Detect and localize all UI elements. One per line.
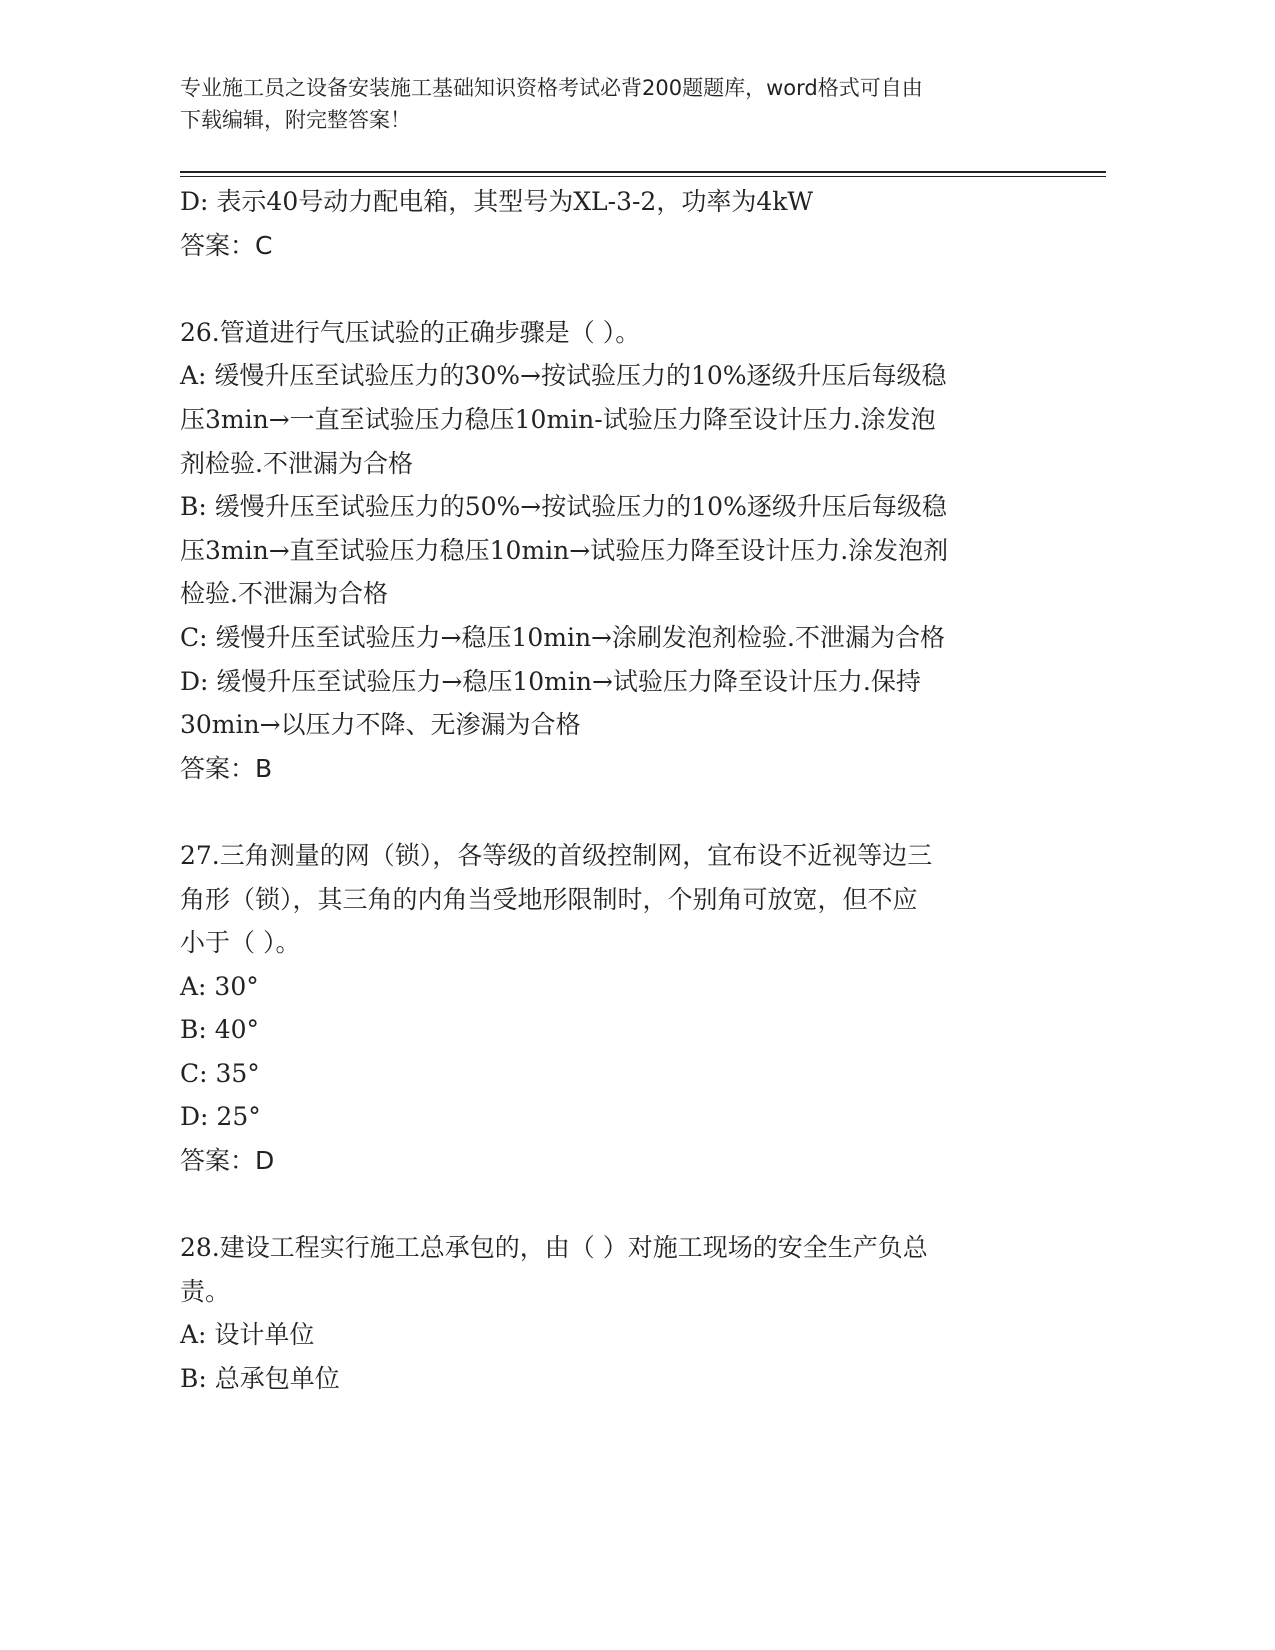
q27-stem-line-2: 角形（锁），其三角的内角当受地形限制时，个别角可放宽，但不应: [180, 884, 918, 914]
q25-answer: 答案：C: [180, 230, 273, 260]
spacer: [180, 267, 1040, 311]
q26-stem: 26.管道进行气压试验的正确步骤是（ ）。: [180, 317, 641, 347]
q27-option-a: A: 30°: [180, 971, 259, 1001]
question-27: [180, 834, 1040, 1183]
q27-answer: 答案：D: [180, 1146, 275, 1176]
q26-answer: 答案：B: [180, 753, 273, 783]
q26-option-a-line-1: A: 缓慢升压至试验压力的30%→按试验压力的10%逐级升压后每级稳: [180, 361, 947, 391]
header-line-2: 下载编辑，附完整答案！: [180, 108, 411, 132]
header-rule-thin: [180, 176, 1106, 177]
document-header: [180, 72, 1040, 136]
q26-option-d-line-2: 30min→以压力不降、无渗漏为合格: [180, 710, 581, 740]
q27-stem-line-3: 小于（ ）。: [180, 928, 301, 958]
q28-option-a: A: 设计单位: [180, 1320, 315, 1350]
q27-option-d: D: 25°: [180, 1102, 261, 1132]
question-28: [180, 1226, 1040, 1400]
question-25-tail: [180, 180, 1040, 267]
q26-option-b-line-2: 压3min→直至试验压力稳压10min→试验压力降至设计压力.涂发泡剂: [180, 535, 949, 565]
spacer: [180, 790, 1040, 834]
q26-option-a-line-2: 压3min→一直至试验压力稳压10min-试验压力降至设计压力.涂发泡: [180, 404, 936, 434]
q26-option-a-line-3: 剂检验.不泄漏为合格: [180, 448, 413, 478]
q28-option-b: B: 总承包单位: [180, 1364, 340, 1394]
q27-option-b: B: 40°: [180, 1015, 260, 1045]
spacer: [180, 1183, 1040, 1227]
q28-stem-line-2: 责。: [180, 1276, 231, 1306]
q25-option-d: D: 表示40号动力配电箱，其型号为XL-3-2，功率为4kW: [180, 187, 814, 216]
q26-option-d-line-1: D: 缓慢升压至试验压力→稳压10min→试验压力降至设计压力.保持: [180, 666, 921, 696]
q26-option-c: C: 缓慢升压至试验压力→稳压10min→涂刷发泡剂检验.不泄漏为合格: [180, 622, 945, 652]
q27-stem-line-1: 27.三角测量的网（锁），各等级的首级控制网，宜布设不近视等边三: [180, 840, 933, 870]
q26-option-b-line-3: 检验.不泄漏为合格: [180, 579, 388, 609]
header-line-1: 专业施工员之设备安装施工基础知识资格考试必背200题题库，word格式可自由: [180, 76, 923, 100]
q28-stem-line-1: 28.建设工程实行施工总承包的，由（ ）对施工现场的安全生产负总: [180, 1233, 928, 1263]
q26-option-b-line-1: B: 缓慢升压至试验压力的50%→按试验压力的10%逐级升压后每级稳: [180, 492, 947, 522]
document-body: [180, 180, 1040, 1401]
header-rule-thick: [180, 171, 1106, 173]
q27-option-c: C: 35°: [180, 1058, 260, 1088]
question-26: [180, 311, 1040, 791]
